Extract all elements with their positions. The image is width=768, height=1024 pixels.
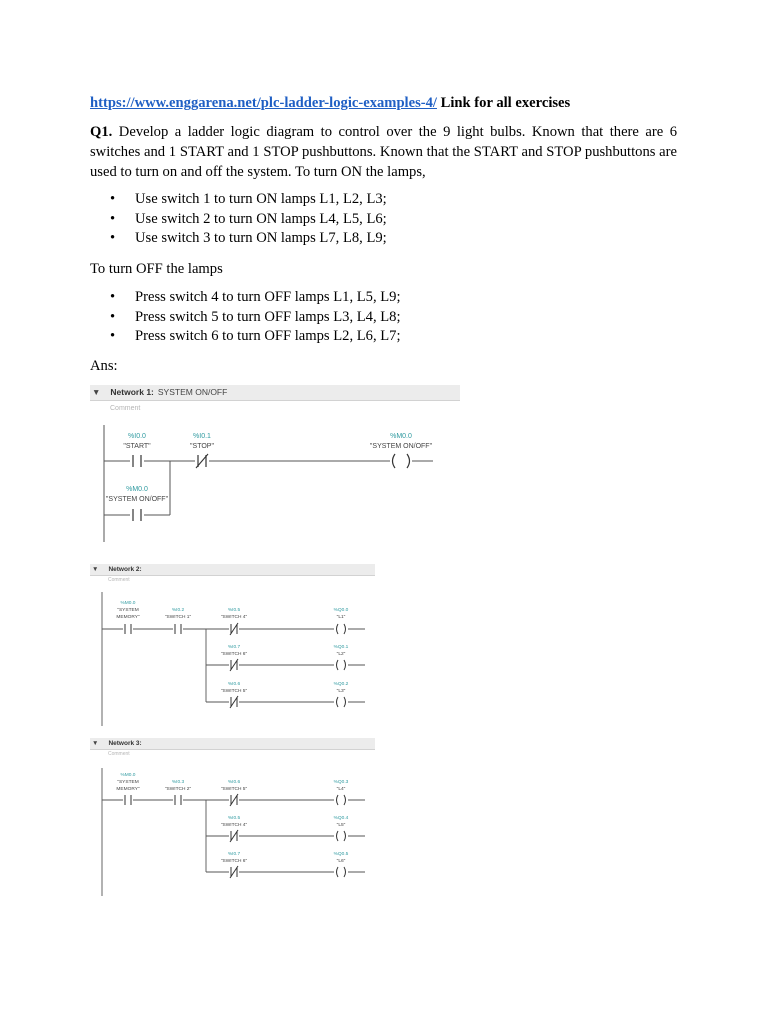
contact-system-memory (123, 795, 133, 805)
tag-name: "SWITCH 4" (220, 823, 248, 828)
contact-nc (229, 623, 239, 635)
tag-name: "SYSTEM (117, 780, 139, 785)
tag-addr: %M0.0 (390, 433, 412, 440)
tag-name: "START" (123, 443, 151, 450)
tag-name: "L6" (336, 859, 346, 864)
tag-name: "SWITCH 6" (220, 652, 248, 657)
tag-name: "STOP" (190, 443, 214, 450)
tag-addr: %I0.7 (227, 645, 241, 650)
tag-name: "SWITCH 1" (164, 615, 192, 620)
collapse-triangle-icon[interactable]: ▼ (92, 387, 101, 397)
tag-addr: %M0.0 (126, 486, 148, 493)
question-label: Q1. (90, 124, 113, 140)
network-3-diagram (90, 738, 375, 903)
tag-addr: %I0.1 (193, 433, 211, 440)
tag-addr: %Q0.4 (333, 816, 349, 821)
tag-addr: %I0.5 (227, 816, 241, 821)
tag-name: "L3" (336, 689, 346, 694)
list-item: • Press switch 5 to turn OFF lamps L3, L4, L8; (110, 308, 401, 328)
network-3 (90, 738, 375, 903)
tag-addr: %I0.3 (171, 780, 185, 785)
contact-start (130, 455, 144, 467)
tag-addr: %Q0.0 (333, 608, 349, 613)
network-title: Network 1: (110, 387, 154, 397)
network-title: Network 2: (108, 566, 142, 573)
network-comment: Comment (108, 577, 130, 583)
contact-switch-1 (173, 624, 183, 634)
contact-stop (195, 454, 209, 468)
tag-name: "L5" (336, 823, 346, 828)
tag-name: "SWITCH 2" (164, 787, 192, 792)
collapse-triangle-icon[interactable]: ▼ (92, 566, 99, 573)
tag-addr: %I0.7 (227, 852, 241, 857)
network-comment: Comment (108, 751, 130, 757)
coil (334, 866, 348, 878)
tag-name: "SWITCH 5" (220, 689, 248, 694)
network-comment: Comment (110, 405, 141, 412)
tag-addr: %I0.0 (128, 433, 146, 440)
answer-label: Ans: (90, 358, 118, 374)
coil (334, 659, 348, 671)
tag-addr: %I0.6 (227, 682, 241, 687)
tag-name: "SYSTEM ON/OFF" (369, 443, 433, 450)
tag-name: "SYSTEM ON/OFF" (105, 496, 169, 503)
tag-addr: %M0.0 (120, 601, 136, 606)
off-intro: To turn OFF the lamps (90, 261, 223, 277)
coil (334, 830, 348, 842)
intro-line (90, 93, 677, 113)
tag-addr: %M0.0 (120, 773, 136, 778)
tag-addr: %Q0.3 (333, 780, 349, 785)
tag-name: MEMORY" (116, 615, 140, 620)
tag-name: "SYSTEM (117, 608, 139, 613)
list-item: • Use switch 1 to turn ON lamps L1, L2, L3; (110, 190, 387, 210)
contact-nc (229, 659, 239, 671)
network-title: Network 3: (108, 740, 142, 747)
exercises-link[interactable]: https://www.enggarena.net/plc-ladder-logic-examples-4/ (90, 95, 437, 111)
network-2-diagram (90, 564, 375, 729)
network-symbol: SYSTEM ON/OFF (157, 387, 228, 397)
network-2 (90, 564, 375, 729)
question-text: Develop a ladder logic diagram to control over the 9 light bulbs. Known that there are 6 switches and 1 START and 1 STOP pushbuttons. Known that the START and STOP pushbuttons are used to turn on and off the system. To turn ON the lamps, (90, 124, 677, 180)
tag-name: "SWITCH 4" (220, 615, 248, 620)
tag-name: "L2" (336, 652, 346, 657)
list-item: • Use switch 2 to turn ON lamps L4, L5, L6; (110, 210, 387, 230)
off-list (110, 288, 401, 347)
tag-addr: %I0.6 (227, 780, 241, 785)
contact-switch-2 (173, 795, 183, 805)
tag-addr: %I0.2 (171, 608, 185, 613)
network-1 (90, 385, 460, 545)
collapse-triangle-icon[interactable]: ▼ (92, 740, 99, 747)
link-note: Link for all exercises (440, 95, 571, 111)
tag-name: "SWITCH 5" (220, 787, 248, 792)
tag-addr: %Q0.1 (333, 645, 349, 650)
coil (334, 696, 348, 708)
contact-nc (229, 866, 239, 878)
tag-name: MEMORY" (116, 787, 140, 792)
network-1-diagram (90, 385, 460, 545)
coil (334, 623, 348, 635)
list-item: • Press switch 6 to turn OFF lamps L2, L6, L7; (110, 327, 401, 347)
tag-name: "L4" (336, 787, 346, 792)
tag-addr: %Q0.2 (333, 682, 349, 687)
tag-name: "L1" (336, 615, 346, 620)
list-item: • Press switch 4 to turn OFF lamps L1, L5, L9; (110, 288, 401, 308)
contact-seal (130, 509, 144, 521)
coil-system-onoff (390, 453, 412, 469)
question-paragraph (90, 122, 677, 182)
contact-nc (229, 696, 239, 708)
coil (334, 794, 348, 806)
on-list (110, 190, 387, 249)
contact-nc (229, 794, 239, 806)
tag-addr: %Q0.5 (333, 852, 349, 857)
contact-nc (229, 830, 239, 842)
list-item: • Use switch 3 to turn ON lamps L7, L8, L9; (110, 229, 387, 249)
contact-system-memory (123, 624, 133, 634)
tag-name: "SWITCH 6" (220, 859, 248, 864)
tag-addr: %I0.5 (227, 608, 241, 613)
